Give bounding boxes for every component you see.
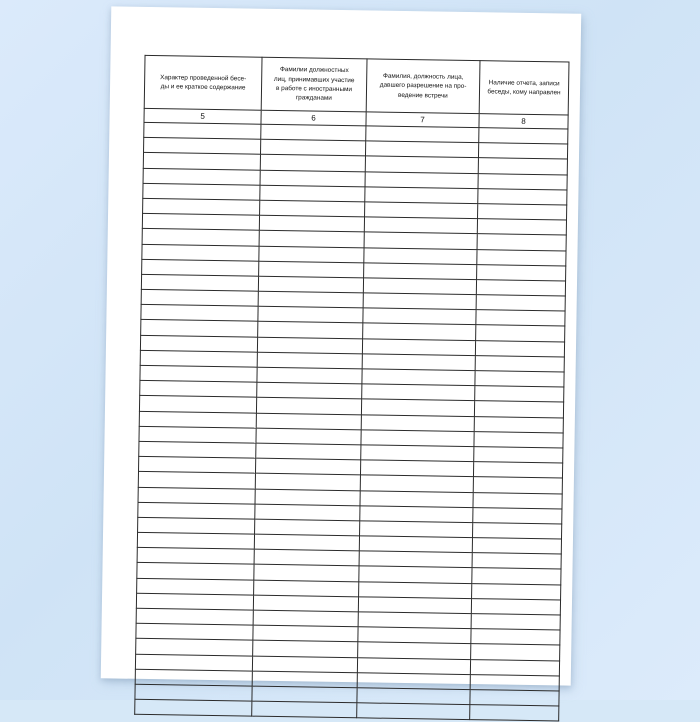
table-cell[interactable] (478, 188, 567, 205)
table-cell[interactable] (474, 431, 563, 448)
table-cell[interactable] (360, 506, 473, 523)
table-cell[interactable] (473, 492, 562, 509)
table-cell[interactable] (258, 306, 363, 323)
registry-table (134, 55, 569, 722)
table-cell[interactable] (475, 355, 564, 372)
column-number: 6 (261, 110, 366, 126)
table-cell[interactable] (260, 139, 365, 156)
header-line: ды и ее краткое содержание (160, 83, 246, 92)
table-cell[interactable] (135, 699, 252, 716)
table-cell[interactable] (478, 143, 567, 160)
table-cell[interactable] (363, 323, 476, 340)
registry-table-wrapper (134, 55, 568, 722)
table-cell[interactable] (473, 522, 562, 539)
table-cell[interactable] (473, 462, 562, 479)
table-cell[interactable] (362, 369, 475, 386)
table-cell[interactable] (140, 335, 257, 352)
column-number: 8 (479, 114, 568, 129)
table-cell[interactable] (358, 597, 471, 614)
table-cell[interactable] (474, 447, 563, 464)
table-cell[interactable] (261, 124, 366, 141)
table-cell[interactable] (476, 295, 565, 312)
table-cell[interactable] (357, 673, 470, 690)
table-cell[interactable] (254, 565, 359, 582)
table-cell[interactable] (253, 595, 358, 612)
table-cell[interactable] (470, 690, 559, 707)
table-cell[interactable] (255, 473, 360, 490)
table-cell[interactable] (472, 538, 561, 555)
table-cell[interactable] (254, 534, 359, 551)
table-cell[interactable] (256, 428, 361, 445)
table-cell[interactable] (357, 688, 470, 705)
table-cell[interactable] (252, 656, 357, 673)
table-cell[interactable] (255, 519, 360, 536)
header-line: Фамилии должностных (279, 66, 349, 75)
header-line: Характер проведенной бесе- (160, 73, 247, 83)
table-cell[interactable] (477, 234, 566, 251)
table-cell[interactable] (478, 173, 567, 190)
table-cell[interactable] (478, 158, 567, 175)
table-cell[interactable] (358, 642, 471, 659)
table-cell[interactable] (137, 563, 254, 580)
table-cell[interactable] (361, 414, 474, 431)
header-line: Наличие отчета, записи (488, 79, 560, 88)
table-cell[interactable] (472, 553, 561, 570)
table-cell[interactable] (135, 684, 252, 701)
table-cell[interactable] (254, 549, 359, 566)
table-cell[interactable] (470, 659, 559, 676)
table-cell[interactable] (360, 475, 473, 492)
table-cell[interactable] (476, 279, 565, 296)
table-cell[interactable] (139, 456, 256, 473)
table-cell[interactable] (473, 477, 562, 494)
table-cell[interactable] (476, 310, 565, 327)
table-cell[interactable] (359, 536, 472, 553)
table-cell[interactable] (363, 308, 476, 325)
table-cell[interactable] (364, 247, 477, 264)
table-cell[interactable] (471, 644, 560, 661)
table-cell[interactable] (361, 430, 474, 447)
table-cell[interactable] (142, 213, 259, 230)
table-cell[interactable] (360, 460, 473, 477)
header-cell-8 (479, 61, 569, 115)
table-cell[interactable] (359, 566, 472, 583)
table-cell[interactable] (135, 669, 252, 686)
table-cell[interactable] (257, 337, 362, 354)
header-line: Фамилия, должность лица, (382, 72, 464, 81)
table-cell[interactable] (139, 426, 256, 443)
table-cell[interactable] (252, 686, 357, 703)
table-cell[interactable] (477, 264, 566, 281)
table-cell[interactable] (477, 219, 566, 236)
table-cell[interactable] (360, 490, 473, 507)
table-cell[interactable] (362, 338, 475, 355)
table-cell[interactable] (362, 384, 475, 401)
table-cell[interactable] (364, 232, 477, 249)
table-cell[interactable] (256, 413, 361, 430)
table-cell[interactable] (365, 141, 478, 158)
table-cell[interactable] (253, 610, 358, 627)
table-cell[interactable] (362, 354, 475, 371)
table-cell[interactable] (141, 305, 258, 322)
header-line: беседы, кому направлен (487, 88, 561, 97)
table-cell[interactable] (139, 411, 256, 428)
header-cell-5 (144, 55, 262, 110)
table-cell[interactable] (477, 249, 566, 266)
header-line: гражданами (295, 94, 332, 103)
table-cell[interactable] (474, 401, 563, 418)
table-cell[interactable] (475, 386, 564, 403)
table-cell[interactable] (260, 200, 365, 217)
table-cell[interactable] (476, 325, 565, 342)
table-cell[interactable] (143, 168, 260, 185)
table-cell[interactable] (473, 507, 562, 524)
table-cell[interactable] (359, 581, 472, 598)
table-cell[interactable] (253, 641, 358, 658)
table-cell[interactable] (358, 627, 471, 644)
header-line: ведение встречи (398, 91, 448, 100)
table-cell[interactable] (257, 367, 362, 384)
table-cell[interactable] (137, 548, 254, 565)
header-line: лиц, принимавших участие (273, 75, 355, 84)
table-cell[interactable] (364, 263, 477, 280)
table-cell[interactable] (365, 187, 478, 204)
table-cell[interactable] (257, 382, 362, 399)
table-cell[interactable] (358, 612, 471, 629)
header-cell-7 (366, 59, 480, 114)
table-cell[interactable] (258, 291, 363, 308)
table-cell[interactable] (255, 458, 360, 475)
table-cell[interactable] (365, 171, 478, 188)
table-cell[interactable] (259, 215, 364, 232)
table-cell[interactable] (364, 217, 477, 234)
header-row (144, 55, 569, 115)
table-cell[interactable] (143, 198, 260, 215)
table-cell[interactable] (474, 416, 563, 433)
table-cell[interactable] (361, 399, 474, 416)
table-cell[interactable] (136, 593, 253, 610)
header-cell-6 (261, 57, 367, 112)
table-cell[interactable] (256, 398, 361, 415)
column-number: 7 (366, 112, 479, 128)
table-cell[interactable] (252, 671, 357, 688)
table-cell[interactable] (259, 231, 364, 248)
table-cell[interactable] (475, 371, 564, 388)
table-cell[interactable] (255, 489, 360, 506)
table-cell[interactable] (252, 701, 357, 718)
table-cell[interactable] (472, 568, 561, 585)
table-cell[interactable] (470, 674, 559, 691)
table-cell[interactable] (365, 156, 478, 173)
table-cell[interactable] (366, 126, 479, 143)
column-number: 5 (144, 108, 261, 124)
table-cell[interactable] (260, 185, 365, 202)
table-cell[interactable] (479, 128, 568, 145)
table-cell[interactable] (139, 441, 256, 458)
table-cell[interactable] (141, 289, 258, 306)
table-cell[interactable] (360, 521, 473, 538)
table-cell[interactable] (359, 551, 472, 568)
table-cell[interactable] (470, 705, 559, 722)
table-cell[interactable] (471, 598, 560, 615)
table-cell[interactable] (357, 657, 470, 674)
table-cell[interactable] (259, 261, 364, 278)
table-cell[interactable] (471, 614, 560, 631)
header-line: давшего разрешение на про- (379, 81, 467, 91)
table-cell[interactable] (357, 703, 470, 720)
table-cell[interactable] (259, 246, 364, 263)
table-cell[interactable] (365, 202, 478, 219)
table-cell[interactable] (363, 278, 476, 295)
table-cell[interactable] (137, 578, 254, 595)
table-cell[interactable] (253, 625, 358, 642)
table-cell[interactable] (363, 293, 476, 310)
table-cell[interactable] (255, 504, 360, 521)
table-cell[interactable] (475, 340, 564, 357)
table-cell[interactable] (260, 170, 365, 187)
table-cell[interactable] (257, 352, 362, 369)
table-cell[interactable] (471, 629, 560, 646)
table-cell[interactable] (260, 155, 365, 172)
table-cell[interactable] (254, 580, 359, 597)
table-body (135, 122, 568, 721)
table-cell[interactable] (141, 320, 258, 337)
table-cell[interactable] (361, 445, 474, 462)
document-page (101, 6, 581, 685)
table-cell[interactable] (472, 583, 561, 600)
header-line: в работе с иностранными (275, 84, 353, 94)
table-header (144, 55, 569, 129)
table-cell[interactable] (258, 276, 363, 293)
table-cell[interactable] (258, 322, 363, 339)
table-cell[interactable] (256, 443, 361, 460)
table-cell[interactable] (478, 204, 567, 221)
table-cell[interactable] (143, 183, 260, 200)
